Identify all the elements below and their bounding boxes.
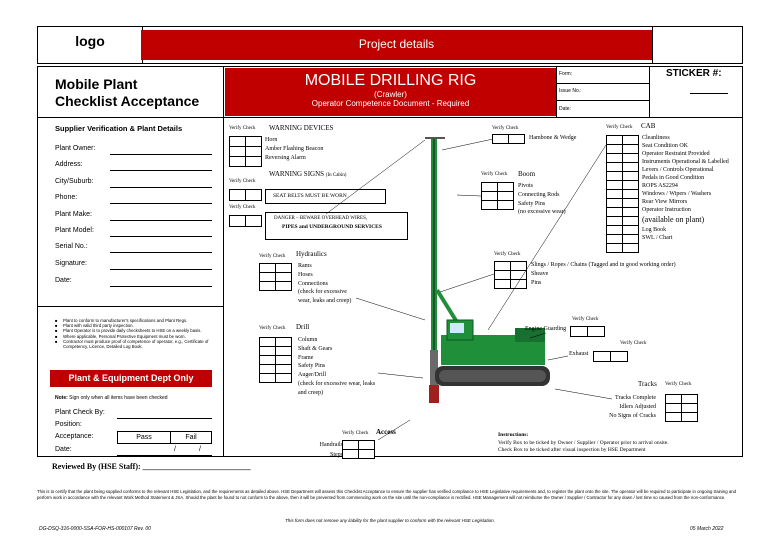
verify-check-label: Verify Check	[259, 254, 286, 259]
leader-line	[442, 139, 493, 150]
list-item: Operator Instruction	[642, 207, 691, 213]
verify-check-label: Verify Check	[229, 205, 256, 210]
field-plant-model: Plant Model:	[55, 227, 94, 234]
list-item: Hoses	[298, 271, 313, 278]
boom-title: Boom	[518, 170, 536, 178]
field-serial: Serial No.:	[55, 243, 88, 250]
list-item: Auger/Drill	[298, 372, 326, 379]
fail-label: Fail	[185, 434, 197, 441]
main-title: MOBILE DRILLING RIG	[304, 72, 477, 89]
list-item: Connecting Rods	[518, 191, 560, 198]
liability-text: This form does not remove any liability for the plant supplier to conform with the relevant HSE Legislation.	[285, 518, 495, 523]
list-item: Levers / Controls Operational	[642, 167, 714, 173]
logo: logo	[38, 27, 143, 63]
list-item: Cleanliness	[642, 135, 670, 141]
sticker-label: STICKER #:	[666, 68, 722, 79]
leader-line	[440, 274, 494, 292]
verify-check-label: Verify Check	[665, 382, 692, 387]
note-item: ■ Where applicable, Personal Protective Equipment must be worn.	[55, 334, 215, 339]
warning-signs-title-text: WARNING SIGNS	[269, 170, 325, 178]
date-slash-2: /	[199, 446, 201, 453]
list-item: Operator Restraint Provided	[642, 151, 710, 157]
plant-dept-heading: Plant & Equipment Dept Only	[68, 373, 194, 383]
leader-line	[548, 356, 568, 360]
instructions	[498, 432, 669, 455]
doc-date: 05 March 2022	[690, 526, 724, 532]
drill-title: Drill	[296, 323, 310, 331]
note-item: ■ Plant to conform to manufacturer's specifications and Plant Regs.	[55, 318, 215, 323]
subtitle: (Crawler)	[374, 90, 407, 99]
list-item: Rams	[298, 263, 312, 269]
seat-belt-sign: SEAT BELTS MUST BE WORN	[265, 189, 386, 204]
list-item: Amber Flashing Beacon	[265, 145, 324, 152]
project-details-label: Project details	[358, 37, 435, 51]
list-item: Safety Pins	[518, 200, 546, 207]
list-item: (available on plant)	[642, 215, 705, 224]
supplier-heading: Supplier Verification & Plant Details	[55, 124, 183, 133]
verify-check-label: Verify Check	[229, 126, 256, 131]
note-item: ■ Plant with valid third party inspection.	[55, 323, 215, 328]
verify-check-label: Verify Check	[229, 179, 256, 184]
engine-guarding-label: Engine Guarding	[525, 326, 567, 332]
instructions-title: Instructions:	[498, 432, 529, 438]
doc-code: DG-DSQ-316-0000-SSA-FOR-HS-000107 Rev. 00	[39, 526, 151, 532]
instructions-line2: Check Box to be ticked after visual inspection by HSE Department	[498, 447, 646, 453]
access-title: Access	[376, 428, 396, 436]
leader-line	[555, 389, 612, 399]
list-item: Reversing Alarm	[265, 154, 306, 161]
exhaust-label: Exhaust	[569, 351, 589, 357]
verify-check-label: Verify Check	[481, 172, 508, 177]
list-item: ROPS AS2294	[642, 183, 678, 189]
field-signature: Signature:	[55, 260, 87, 267]
hydraulics-title: Hydraulics	[296, 250, 327, 258]
leader-line	[530, 333, 546, 338]
list-item: and creep)	[298, 389, 324, 396]
list-item: Steps	[329, 452, 343, 458]
list-item: Seat Condition OK	[642, 143, 688, 149]
field-phone: Phone:	[55, 194, 78, 201]
list-item: Pins	[531, 279, 542, 286]
plant-dept-date-label: Date:	[55, 446, 72, 453]
list-item: Slings / Ropes / Chains (Tagged and in good working order)	[531, 262, 676, 268]
position-label: Position:	[55, 421, 82, 428]
overhead-wires-line2: PIPES and UNDERGROUND SERVICES	[282, 224, 382, 230]
list-item: Windows / Wipers / Washers	[642, 191, 712, 197]
instructions-line1: Verify Box to be ticked by Owner / Supplier / Operator prior to arrival onsite.	[498, 439, 669, 446]
leader-line	[378, 420, 410, 440]
verify-check-label: Verify Check	[492, 126, 519, 131]
list-item: Sheave	[531, 270, 549, 277]
list-item: Handrails	[319, 442, 343, 448]
list-item: Idlers Adjusted	[619, 403, 656, 410]
warning-signs-title-suffix: (In Cabin)	[325, 173, 347, 178]
hambone-label: Hambone & Wedge	[529, 135, 577, 141]
list-item: Horn	[265, 137, 278, 143]
date-label: Date:	[559, 106, 571, 112]
issue-label: Issue No.:	[559, 88, 582, 94]
list-item: wear, leaks and creep)	[298, 298, 352, 305]
plant-dept-note-text: Sign only when all items have been checked	[69, 395, 168, 401]
list-item: Safety Pins	[298, 363, 326, 370]
pass-label: Pass	[136, 434, 152, 441]
date-slash-1: /	[174, 446, 176, 453]
certify-text: This is to certify that the plant being supplied conforms to the relevant HSE Legislation, and the requirements as detailed above. HSE Department will assess this Checklist Acceptance to ensure the supplier has verified compliance to HSE Legislative requirements and, to register the plant onto the site. The operator will be required to participate in ongoing training and perform work in accordance with the relevant Work Method Statement & JSA. Should the plant be found to not conform to the above, then it will be prevented from commencing work on the site until the non-compliance is rectified. HSE Management will not reimburse the Owner / Supplier / Contractor for any down / lost time so caused from the non-conformance.	[37, 489, 737, 500]
leader-line	[378, 373, 423, 378]
tracks-title: Tracks	[638, 380, 657, 388]
form-label: Form:	[559, 71, 573, 77]
list-item: Frame	[298, 354, 314, 361]
leader-line	[488, 145, 606, 330]
list-item: (check for excessive	[298, 289, 347, 296]
field-city: City/Suburb:	[55, 178, 94, 185]
field-address: Address:	[55, 161, 83, 168]
checklist-title-line1: Mobile Plant	[55, 76, 138, 92]
field-plant-make: Plant Make:	[55, 211, 92, 218]
plant-dept-note-bold: Note:	[55, 395, 68, 401]
leader-line	[326, 140, 425, 214]
field-plant-owner: Plant Owner:	[55, 145, 96, 152]
field-date: Date:	[55, 277, 72, 284]
list-item: Pedals in Good Condition	[642, 175, 705, 181]
overhead-wires-line1: DANGER – BEWARE OVERHEAD WIRES,	[274, 216, 368, 221]
reviewed-by: Reviewed By (HSE Staff): ___________________________	[52, 462, 251, 471]
list-item: Instruments Operational & Labelled	[642, 159, 729, 165]
leader-line	[356, 298, 425, 320]
verify-check-label: Verify Check	[259, 326, 286, 331]
verify-check-label: Verify Check	[572, 317, 599, 322]
list-item: Log Book	[642, 227, 667, 233]
verify-check-label: Verify Check	[620, 341, 647, 346]
list-item: Column	[298, 337, 318, 343]
list-item: (no excessive wear)	[518, 209, 566, 216]
leader-line	[457, 195, 481, 196]
verify-check-label: Verify Check	[606, 125, 633, 130]
list-item: SWL / Chart	[642, 235, 673, 241]
list-item: Shaft & Gears	[298, 345, 333, 352]
acceptance-label: Acceptance:	[55, 433, 94, 440]
list-item: No Signs of Cracks	[609, 412, 656, 419]
operator-competence: Operator Competence Document - Required	[311, 99, 470, 108]
list-item: (check for excessive wear, leaks	[298, 380, 376, 387]
list-item: Pivots	[518, 183, 534, 189]
list-item: Rear View Mirrors	[642, 199, 688, 205]
list-item: Connections	[298, 280, 328, 287]
checklist-title-line2: Checklist Acceptance	[55, 93, 200, 109]
verify-check-label: Verify Check	[494, 252, 521, 257]
list-item: Tracks Complete	[615, 395, 656, 401]
verify-check-label: Verify Check	[342, 431, 369, 436]
note-item: ■ Contractor must produce proof of competence of operator, e.g., Certificate of Competency, Licence, Detailed Log Book.	[55, 339, 215, 349]
cab-title: CAB	[641, 122, 656, 130]
plant-check-by-label: Plant Check By:	[55, 409, 105, 416]
warning-devices-title: WARNING DEVICES	[269, 124, 334, 132]
note-item: ■ Plant Operator is to provide daily checksheets to HSE on a weekly basis.	[55, 328, 215, 333]
